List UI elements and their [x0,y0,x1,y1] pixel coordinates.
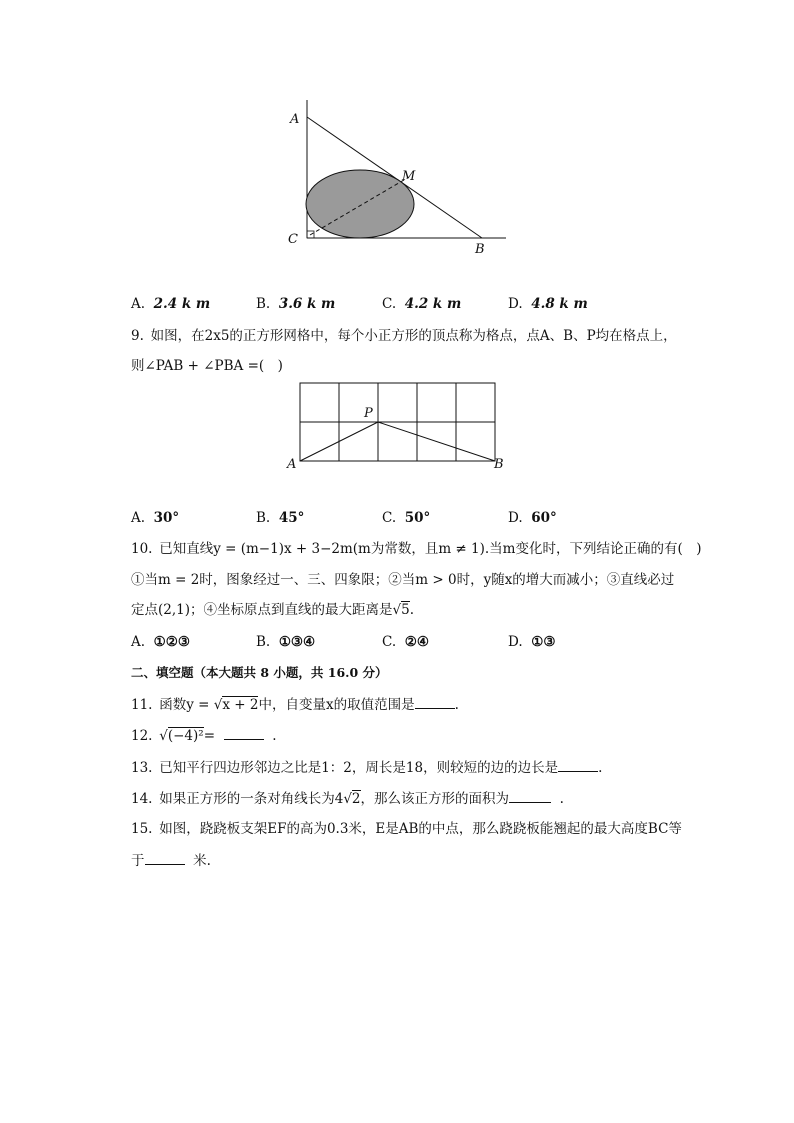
label-b: B [494,457,504,472]
answer-blank[interactable] [415,695,455,709]
q15-question-line2: 于 米. [131,853,211,869]
section-title: 二、填空题（本大题共 8 小题，共 16.0 分） [131,665,388,680]
q9-option-b: B. 45° [256,510,305,526]
q15-question-line1: 15. 如图，跷跷板支架EF的高为0.3米，E是AB的中点，那么跷跷板能翘起的最大高度BC等 [131,821,682,837]
q9-option-a: A. 30° [131,510,180,526]
q14-question: 14. 如果正方形的一条对角线长为4√2，那么该正方形的面积为 . [131,791,564,807]
label-a: A [290,112,300,127]
label-c: C [288,232,298,247]
label-p: P [364,406,373,421]
answer-blank[interactable] [558,758,598,772]
segment-pb [378,422,495,461]
q10-question-line3: 定点(2,1)；④坐标原点到直线的最大距离是√5. [131,602,415,618]
q10-option-a: A. ①②③ [131,634,190,650]
label-a: A [287,457,297,472]
q9-grid-figure [285,380,510,475]
answer-blank[interactable] [509,789,551,803]
q8-option-a: A. 2.4 k m [131,296,211,312]
q9-option-c: C. 50° [382,510,431,526]
q11-question: 11. 函数y = √x + 2中，自变量x的取值范围是 . [131,697,459,713]
q10-question-line2: ①当m = 2时，图象经过一、三、四象限；②当m > 0时，y随x的增大而减小；③直线必过 [131,572,675,588]
q8-figure [280,95,520,260]
q10-option-c: C. ②④ [382,634,429,650]
q9-question-line2: 则∠PAB + ∠PBA =( ) [131,358,283,374]
q12-question: 12. √(−4)²= . [131,728,277,744]
answer-blank[interactable] [145,851,185,865]
q9-question-line1: 9. 如图，在2x5的正方形网格中，每个小正方形的顶点称为格点，点A、B、P均在格点上， [131,328,677,344]
label-b: B [475,242,485,257]
q8-option-c: C. 4.2 k m [382,296,462,312]
q8-option-d: D. 4.8 k m [508,296,588,312]
answer-blank[interactable] [224,726,264,740]
q10-option-d: D. ①③ [508,634,556,650]
q10-option-b: B. ①③④ [256,634,316,650]
q8-option-b: B. 3.6 k m [256,296,336,312]
q13-question: 13. 已知平行四边形邻边之比是1：2，周长是18，则较短的边的边长是 . [131,760,603,776]
q10-question-line1: 10. 已知直线y = (m−1)x + 3−2m(m为常数，且m ≠ 1).当m变化时，下列结论正确的有( ) [131,541,702,557]
q9-option-d: D. 60° [508,510,557,526]
label-m: M [402,169,416,184]
